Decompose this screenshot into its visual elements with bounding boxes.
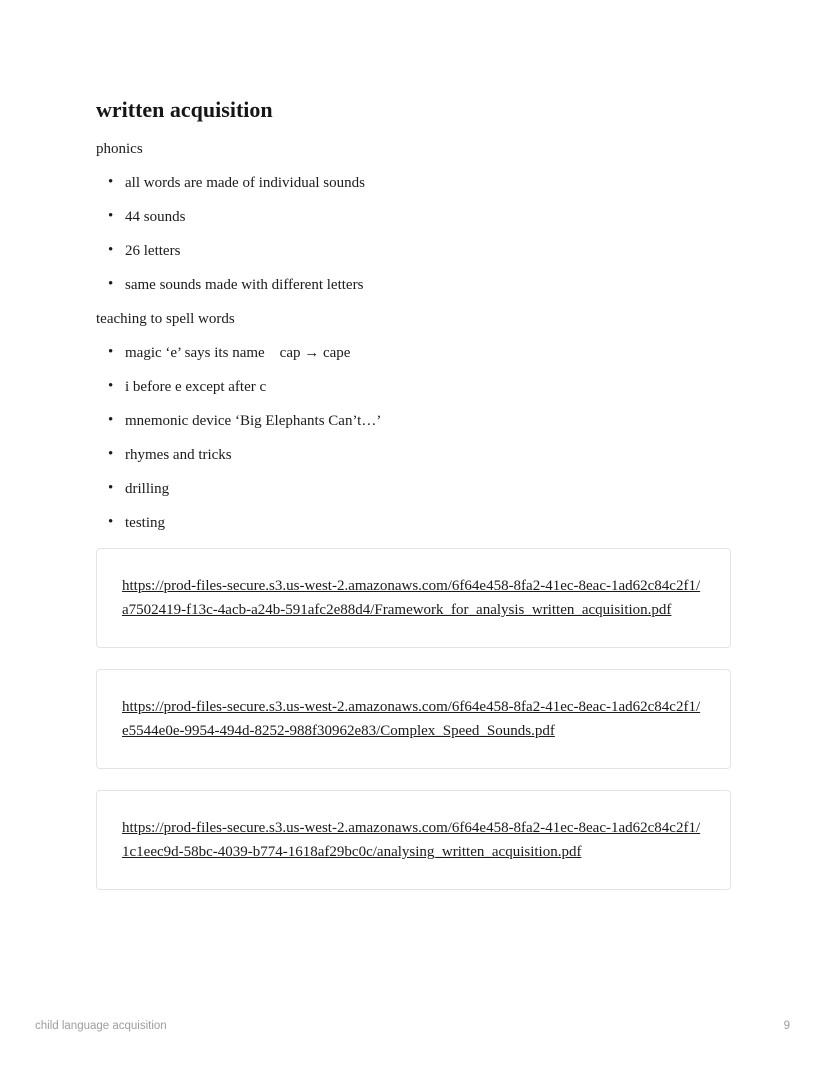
section-heading-teaching-to-spell: teaching to spell words [96, 310, 235, 327]
footer-document-title: child language acquisition [35, 1020, 167, 1032]
teaching-bullet-list [96, 344, 731, 533]
pdf-link-complex-speed-sounds[interactable]: https://prod-files-secure.s3.us-west-2.amazonaws.com/6f64e458-8fa2-41ec-8eac-1ad62c84c2f1/e5544e0e-9954-494d-8252-988f30962e83/Complex_Speed_Sounds.pdf [122, 698, 701, 739]
list-item: • 26 letters [125, 242, 731, 261]
section-heading-phonics: phonics [96, 140, 143, 157]
list-item: • rhymes and tricks [125, 446, 731, 465]
list-item: • 44 sounds [125, 208, 731, 227]
list-item: • magic ‘e’ says its name cap → cape [125, 344, 731, 363]
list-item: • i before e except after c [125, 378, 731, 397]
attachment-boxes [96, 548, 731, 890]
phonics-bullet-list [96, 174, 731, 295]
attachment-box-complex-speed-sounds [96, 669, 731, 769]
list-item: • drilling [125, 480, 731, 499]
list-item: • mnemonic device ‘Big Elephants Can’t…’ [125, 412, 731, 431]
page-title: written acquisition [96, 97, 273, 122]
document-content [96, 97, 731, 911]
pdf-link-framework-for-analysis[interactable]: https://prod-files-secure.s3.us-west-2.amazonaws.com/6f64e458-8fa2-41ec-8eac-1ad62c84c2f1/a7502419-f13c-4acb-a24b-591afc2e88d4/Framework_for_analysis_written_acquisition.pdf [122, 577, 701, 618]
list-item: • all words are made of individual sounds [125, 174, 731, 193]
footer-page-number: 9 [783, 1020, 790, 1032]
attachment-box-analysing-written-acquisition [96, 790, 731, 890]
attachment-box-framework [96, 548, 731, 648]
list-item: • same sounds made with different letters [125, 276, 731, 295]
list-item: • testing [125, 514, 731, 533]
pdf-link-analysing-written-acquisition[interactable]: https://prod-files-secure.s3.us-west-2.amazonaws.com/6f64e458-8fa2-41ec-8eac-1ad62c84c2f1/1c1eec9d-58bc-4039-b774-1618af29bc0c/analysing_written_acquisition.pdf [122, 819, 701, 860]
